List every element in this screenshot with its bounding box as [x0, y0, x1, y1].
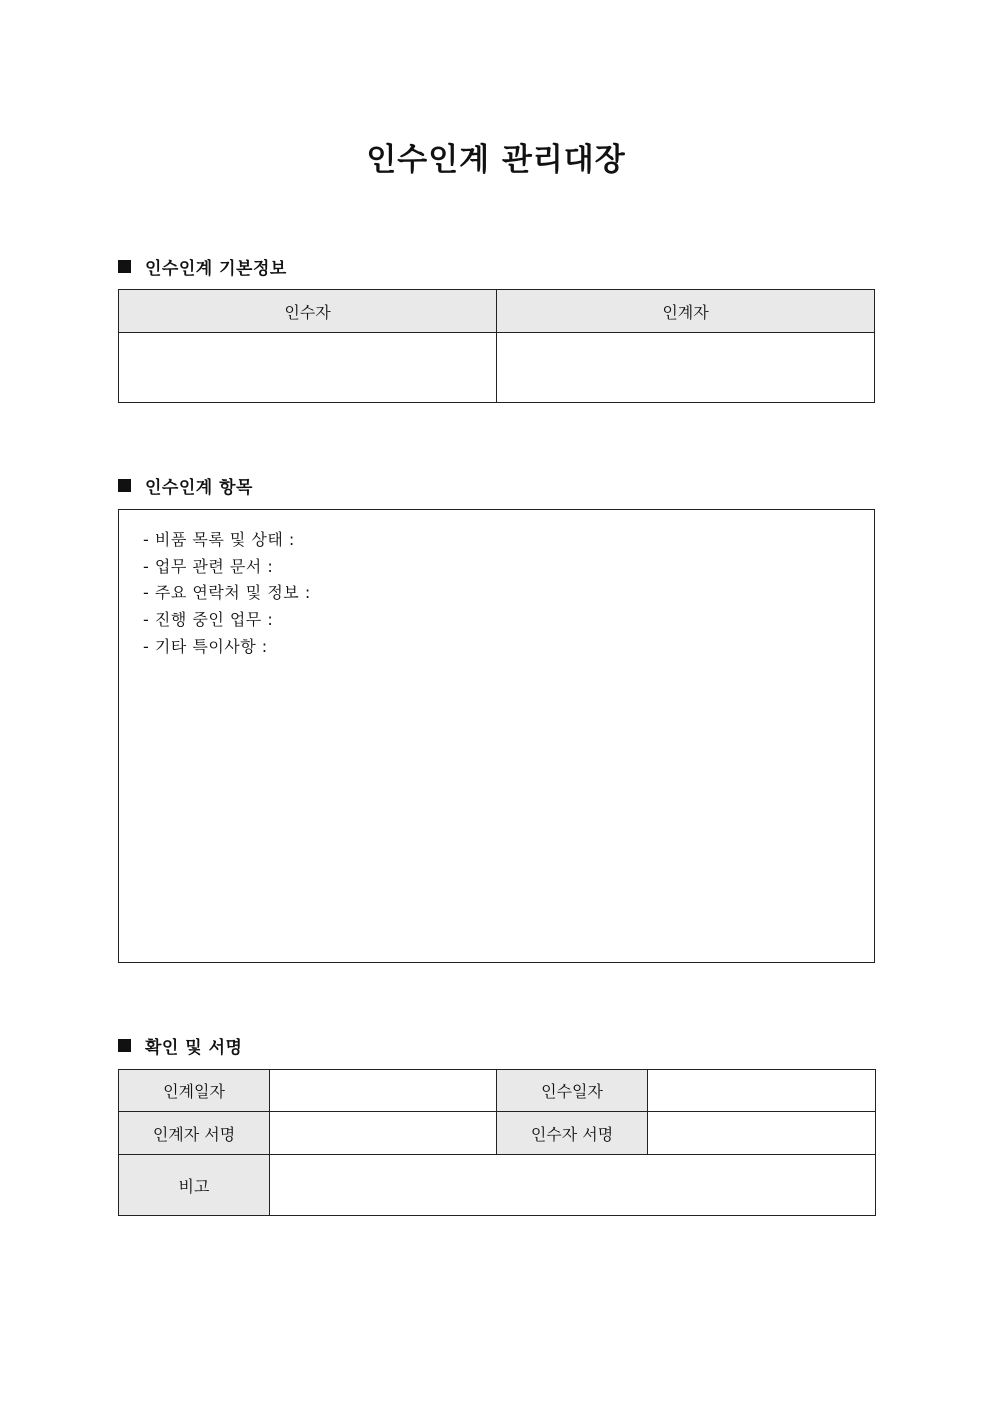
remarks-label: 비고 [119, 1155, 270, 1216]
square-bullet-icon [118, 260, 131, 273]
list-item-supplies: - 비품 목록 및 상태 : [143, 530, 295, 549]
list-item-other-notes: - 기타 특이사항 : [143, 636, 268, 656]
square-bullet-icon [118, 479, 131, 492]
basic-info-heading [118, 254, 287, 279]
handover-signature-label: 인계자 서명 [119, 1112, 270, 1155]
takeover-signature-field[interactable] [648, 1112, 876, 1155]
list-item-documents: - 업무 관련 문서 : [143, 556, 274, 576]
remarks-field[interactable] [270, 1155, 876, 1216]
list-item-contacts: - 주요 연락처 및 정보 : [143, 583, 311, 603]
confirmation-table [118, 1069, 876, 1216]
handover-date-field[interactable] [270, 1070, 497, 1112]
handover-date-label: 인계일자 [119, 1070, 270, 1112]
handover-signature-field[interactable] [270, 1112, 497, 1155]
document-title: 인수인계 관리대장 [366, 142, 626, 178]
takeover-date-field[interactable] [648, 1070, 876, 1112]
square-bullet-icon [118, 1039, 131, 1052]
receiver-header: 인수자 [119, 290, 497, 333]
takeover-signature-label: 인수자 서명 [497, 1112, 648, 1155]
items-heading [118, 473, 253, 498]
items-list [119, 510, 874, 660]
items-heading-text: 인수인계 항목 [145, 478, 253, 498]
list-item-ongoing-work: - 진행 중인 업무 : [143, 610, 274, 630]
giver-field[interactable] [497, 333, 875, 403]
receiver-field[interactable] [119, 333, 497, 403]
confirmation-heading [118, 1033, 242, 1058]
basic-info-heading-text: 인수인계 기본정보 [145, 259, 287, 279]
confirmation-heading-text: 확인 및 서명 [145, 1038, 243, 1058]
basic-info-table [118, 289, 875, 403]
takeover-date-label: 인수일자 [497, 1070, 648, 1112]
giver-header: 인계자 [497, 290, 875, 333]
items-box[interactable] [118, 509, 875, 963]
